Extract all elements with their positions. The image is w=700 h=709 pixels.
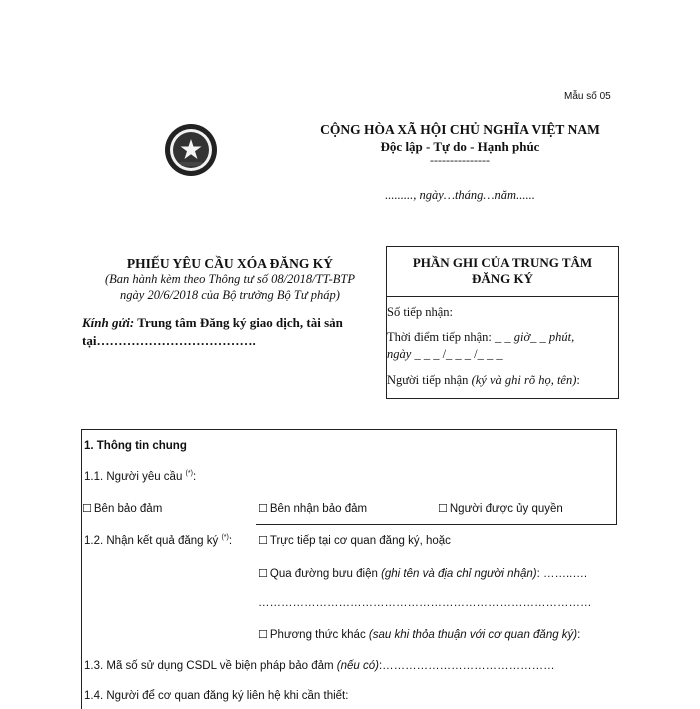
option-receiving-party[interactable]: ☐ Bên nhận bảo đảm: [258, 502, 368, 515]
addressee: [82, 314, 382, 350]
motto-separator: ---------------: [430, 153, 490, 167]
checkbox-icon[interactable]: ☐: [438, 502, 448, 515]
option-secured-party[interactable]: ☐ Bên bảo đảm: [82, 502, 163, 515]
addressee-line-1: Trung tâm Đăng ký giao dịch, tài sản: [134, 315, 343, 330]
checkbox-icon[interactable]: ☐: [258, 567, 268, 580]
receipt-number-label: Số tiếp nhận:: [387, 305, 453, 319]
option-other-method[interactable]: ☐ Phương thức khác (sau khi thỏa thuận với cơ quan đăng ký):: [258, 628, 581, 641]
option-direct-pickup[interactable]: ☐ Trực tiếp tại cơ quan đăng ký, hoặc: [258, 534, 451, 547]
receipt-date: ngày _ _ _ /_ _ _ /_ _ _: [387, 347, 503, 361]
country-name: CỘNG HÒA XÃ HỘI CHỦ NGHĨA VIỆT NAM: [320, 122, 600, 137]
section-box-left: [81, 429, 82, 709]
option-postal[interactable]: ☐ Qua đường bưu điện (ghi tên và địa chỉ người nhận): ……..….: [258, 567, 588, 580]
section-1-title: 1. Thông tin chung: [84, 440, 187, 452]
result-label: 1.2. Nhận kết quả đăng ký (*):: [84, 534, 233, 547]
option-authorized-person[interactable]: ☐ Người được ủy quyền: [438, 502, 563, 515]
form-title: PHIẾU YÊU CẦU XÓA ĐĂNG KÝ: [126, 256, 334, 271]
office-box-header: [387, 247, 618, 297]
checkbox-icon[interactable]: ☐: [82, 502, 92, 515]
csdl-code-line: 1.3. Mã số sử dụng CSDL về biện pháp bảo đảm (nếu có):………………………………………: [84, 660, 555, 672]
office-box-title-2: ĐĂNG KÝ: [471, 271, 534, 286]
postal-address-line[interactable]: ……………………………………………………………………………: [258, 597, 592, 609]
section-box-step: [256, 524, 617, 525]
form-subtitle-1: (Ban hành kèm theo Thông tư số 08/2018/TT-BTP: [105, 272, 355, 286]
receiver-line: Người tiếp nhận (ký và ghi rõ họ, tên):: [387, 373, 580, 387]
receipt-time: Thời điểm tiếp nhận: _ _ giờ_ _ phút,: [387, 330, 575, 344]
form-number: Mẫu số 05: [564, 91, 611, 102]
office-box: [386, 246, 619, 399]
office-box-title-1: PHẦN GHI CỦA TRUNG TÂM: [412, 255, 593, 270]
checkbox-icon[interactable]: ☐: [258, 502, 268, 515]
checkbox-icon[interactable]: ☐: [258, 628, 268, 641]
requester-label: 1.1. Người yêu cầu (*):: [84, 470, 197, 483]
section-box-top: [81, 429, 617, 430]
contact-person-label: 1.4. Người để cơ quan đăng ký liên hệ khi cần thiết:: [84, 690, 349, 702]
motto: Độc lập - Tự do - Hạnh phúc: [380, 139, 540, 154]
addressee-line-2: tại……………………………….: [82, 333, 256, 348]
section-box-right: [616, 429, 617, 525]
form-subtitle-2: ngày 20/6/2018 của Bộ trưởng Bộ Tư pháp): [120, 288, 340, 302]
checkbox-icon[interactable]: ☐: [258, 534, 268, 547]
addressee-label: Kính gửi:: [82, 315, 135, 330]
date-line: ........., ngày…tháng…năm......: [385, 188, 535, 202]
national-emblem-icon: [162, 122, 220, 178]
